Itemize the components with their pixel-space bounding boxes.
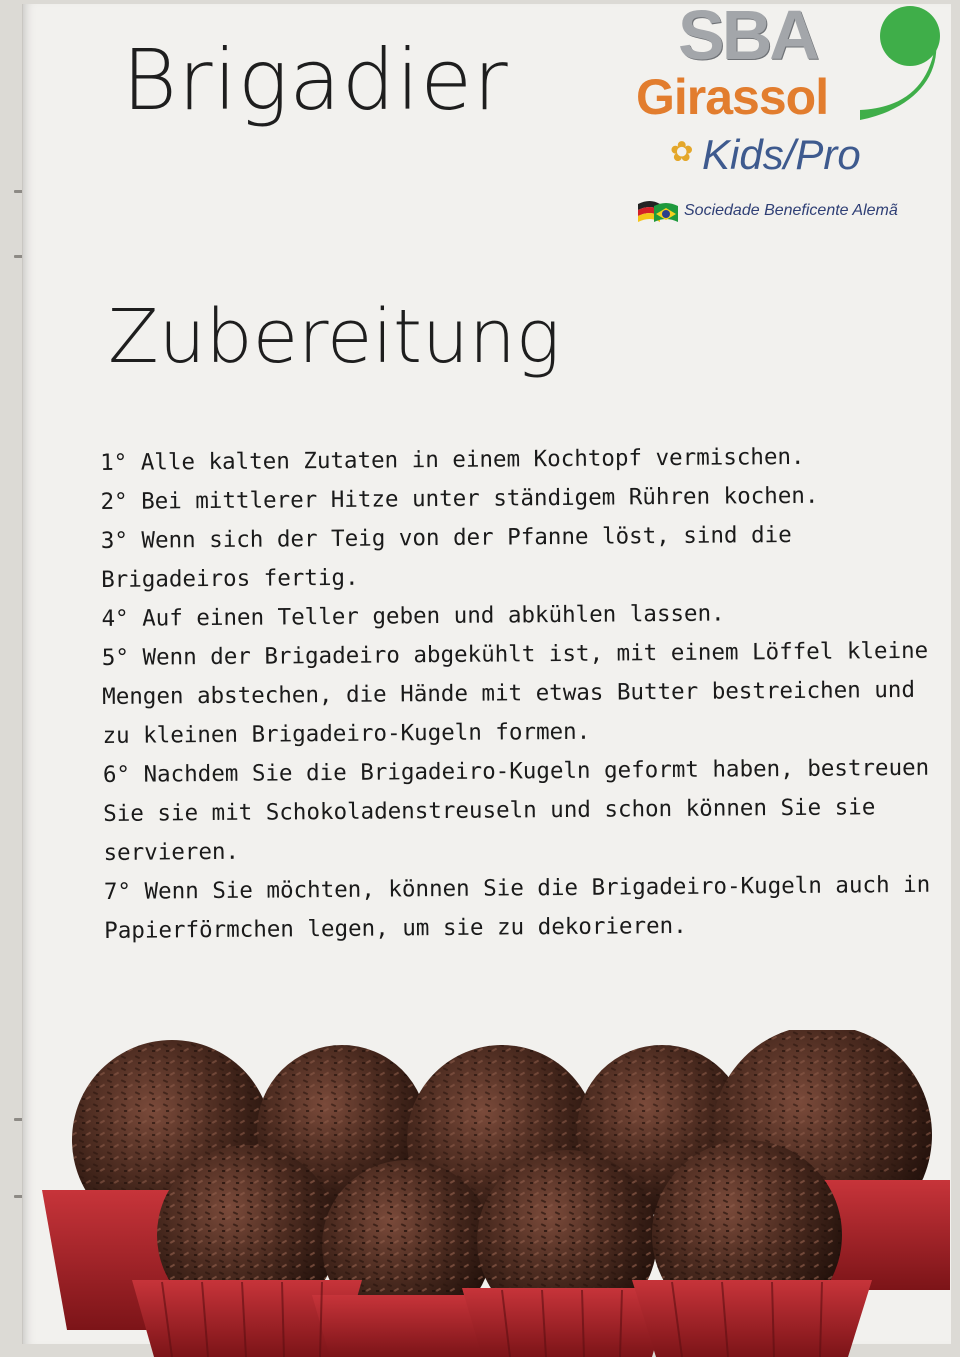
step-5: 5° Wenn der Brigadeiro abgekühlt ist, mit einem Löffel kleine Mengen abstechen, die Hände mit etwas Butter bestreichen und zu kleinen Brigadeiro-Kugeln formen.	[101, 637, 929, 749]
sunflower-icon: ✿	[670, 135, 694, 168]
sba-girassol-logo	[630, 0, 950, 240]
step-1: 1° Alle kalten Zutaten in einem Kochtopf vermischen.	[100, 443, 805, 476]
step-4: 4° Auf einen Teller geben und abkühlen lassen.	[101, 600, 725, 632]
logo-kids-pro-text: Kids/Pro	[702, 131, 861, 178]
step-7: 7° Wenn Sie möchten, können Sie die Brigadeiro-Kugeln auch in Papierförmchen legen, um sie zu dekorieren.	[103, 871, 931, 944]
germany-brazil-flag-icon	[636, 198, 680, 228]
logo-girassol-text: Girassol	[636, 69, 829, 125]
recipe-title: Brigadier	[122, 31, 509, 129]
logo-sba-text: SBA	[678, 0, 817, 74]
brigadeiro-photo	[22, 1030, 950, 1357]
step-6: 6° Nachdem Sie die Brigadeiro-Kugeln geformt haben, bestreuen Sie sie mit Schokoladenstreuseln und schon können Sie sie servieren.	[102, 754, 930, 866]
step-2: 2° Bei mittlerer Hitze unter ständigem Rühren kochen.	[100, 482, 819, 515]
preparation-steps	[100, 437, 944, 951]
step-3: 3° Wenn sich der Teig von der Pfanne löst, sind die Brigadeiros fertig.	[100, 521, 792, 593]
paper-cups	[132, 1280, 872, 1357]
green-swoosh-figure-icon	[840, 0, 950, 130]
section-heading: Zubereitung	[108, 294, 561, 380]
logo-organization-text: Sociedade Beneficente Alemã	[684, 202, 898, 219]
